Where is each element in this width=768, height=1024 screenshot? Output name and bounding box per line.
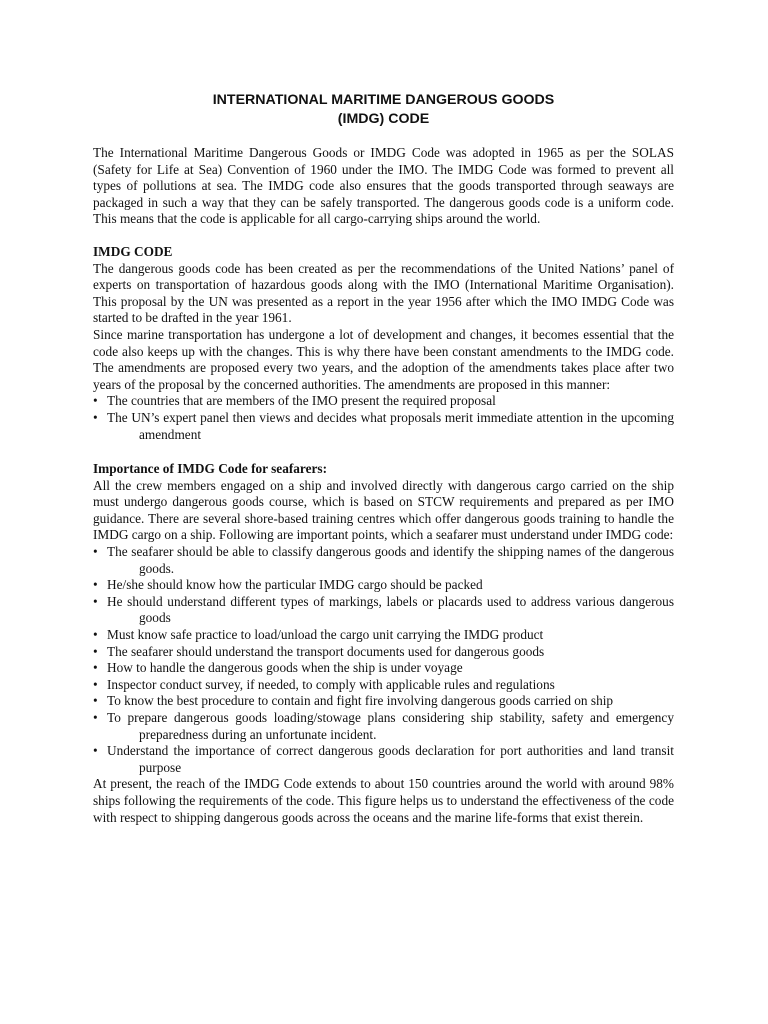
- list-item-text: Understand the importance of correct dangerous goods declaration for port authorities and land transit purpose: [107, 743, 674, 775]
- bullet-icon: •: [93, 627, 98, 643]
- bullet-icon: •: [93, 660, 98, 676]
- list-item-text: How to handle the dangerous goods when the ship is under voyage: [107, 660, 463, 676]
- list-item: [93, 410, 674, 443]
- section2-bullet-list: [93, 544, 674, 776]
- list-item: [93, 577, 674, 594]
- list-item-text: The countries that are members of the IMO present the required proposal: [107, 393, 496, 409]
- list-item-text: The seafarer should understand the transport documents used for dangerous goods: [107, 643, 545, 659]
- bullet-icon: •: [93, 743, 98, 759]
- list-item-text: He should understand different types of markings, labels or placards used to address various dangerous goods: [107, 593, 674, 626]
- list-item: [93, 627, 674, 644]
- list-item: [93, 693, 674, 710]
- list-item: [93, 710, 674, 743]
- list-item: [93, 660, 674, 677]
- title-line-1: INTERNATIONAL MARITIME DANGEROUS GOODS: [212, 92, 555, 108]
- bullet-icon: •: [93, 676, 98, 692]
- document-title: [93, 91, 674, 129]
- list-item-text: To prepare dangerous goods loading/stowage plans considering ship stability, safety and emergency preparedness during an unfortunate incident.: [107, 710, 674, 742]
- section-heading-importance: Importance of IMDG Code for seafarers:: [93, 461, 327, 477]
- bullet-icon: •: [93, 710, 98, 725]
- intro-paragraph: The International Maritime Dangerous Goods or IMDG Code was adopted in 1965 as per the SOLAS (Safety for Life at Sea) Convention of 1960 under the IMO. The IMDG Code was formed to prevent all types of pollutions at sea. The IMDG code also ensures that the goods transported through seaways are packaged in such a way that they can be safely transported. The dangerous goods code is a uniform code. This means that the code is applicable for all cargo-carrying ships around the world.: [93, 145, 674, 227]
- document-page: [93, 91, 674, 826]
- list-item: [93, 393, 674, 410]
- list-item: [93, 743, 674, 776]
- section2-paragraph-1: All the crew members engaged on a ship and involved directly with dangerous cargo carried on the ship must undergo dangerous goods course, which is based on STCW requirements and prepared as per IMO guidance. There are several shore-based training centres which offer dangerous goods training to handle the IMDG cargo on a ship. Following are important points, which a seafarer must understand under IMDG code:: [93, 477, 674, 543]
- bullet-icon: •: [93, 544, 98, 560]
- list-item-text: The UN’s expert panel then views and decides what proposals merit immediate attention in the upcoming amendment: [107, 409, 674, 442]
- list-item-text: To know the best procedure to contain and fight fire involving dangerous goods carried on ship: [107, 693, 614, 709]
- list-item: [93, 644, 674, 661]
- bullet-icon: •: [93, 693, 98, 709]
- bullet-icon: •: [93, 409, 98, 425]
- list-item-text: Inspector conduct survey, if needed, to comply with applicable rules and regulations: [107, 676, 555, 692]
- section1-paragraph-1: The dangerous goods code has been created as per the recommendations of the United Nations’ panel of experts on transportation of hazardous goods along with the IMO (International Maritime Organisation). This proposal by the UN was presented as a report in the year 1956 after which the IMO IMDG Code was started to be drafted in the year 1961.: [93, 260, 674, 326]
- list-item-text: Must know safe practice to load/unload the cargo unit carrying the IMDG product: [107, 627, 544, 643]
- list-item: [93, 544, 674, 577]
- list-item: [93, 594, 674, 627]
- title-line-2: (IMDG) CODE: [337, 111, 430, 127]
- section-heading-imdg-code: IMDG CODE: [93, 243, 173, 259]
- list-item-text: He/she should know how the particular IMDG cargo should be packed: [107, 577, 483, 593]
- bullet-icon: •: [93, 393, 98, 409]
- bullet-icon: •: [93, 593, 98, 609]
- section1-bullet-list: [93, 393, 674, 443]
- section1-paragraph-2: Since marine transportation has undergone a lot of development and changes, it becomes essential that the code also keeps up with the changes. This is why there have been constant amendments to the IMDG code. The amendments are proposed every two years, and the adoption of the amendments takes place after two years of the proposal by the concerned authorities. The amendments are proposed in this manner:: [93, 326, 674, 392]
- list-item-text: The seafarer should be able to classify dangerous goods and identify the shipping names of the dangerous goods.: [107, 544, 674, 576]
- bullet-icon: •: [93, 643, 98, 659]
- closing-paragraph: At present, the reach of the IMDG Code extends to about 150 countries around the world with around 98% ships following the requirements of the code. This figure helps us to understand the effectiveness of the code with respect to shipping dangerous goods across the oceans and the marine life-forms that exist therein.: [93, 776, 674, 825]
- list-item: [93, 677, 674, 694]
- bullet-icon: •: [93, 577, 98, 593]
